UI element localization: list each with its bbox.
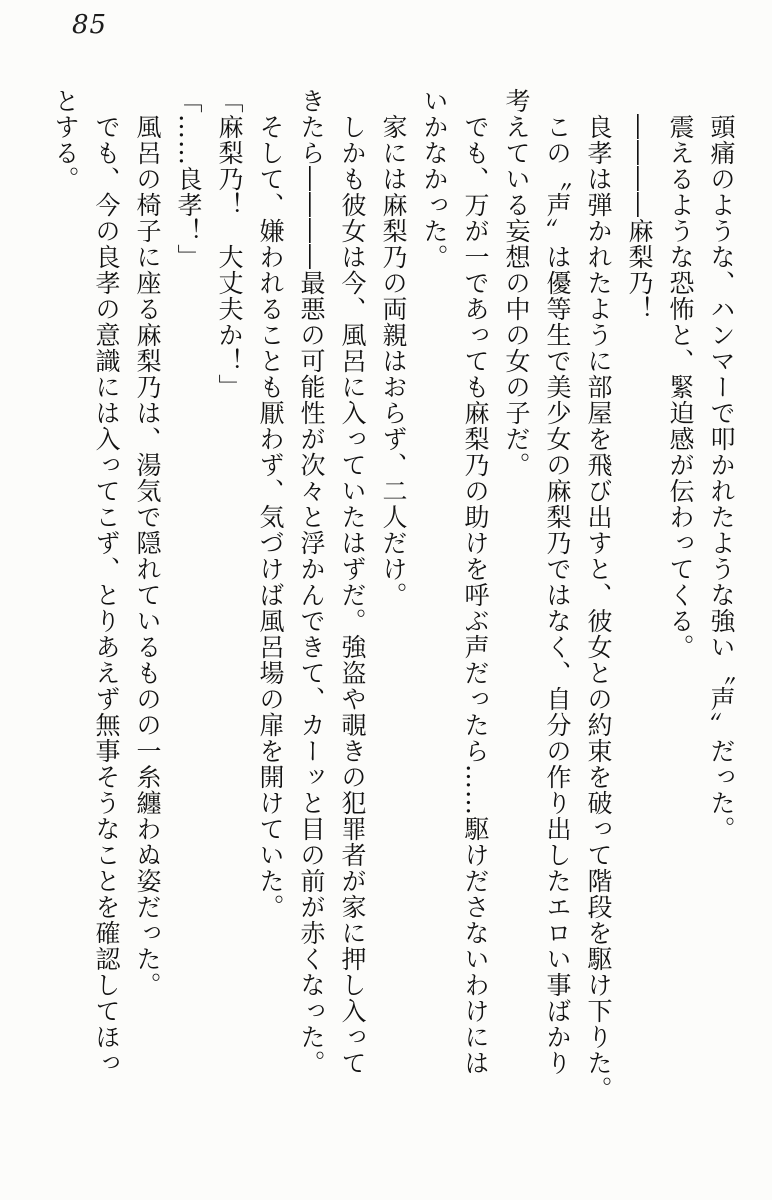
text-line: 震えるような恐怖と、緊迫感が伝わってくる。 <box>666 88 695 660</box>
text-line: いかなかった。 <box>420 88 449 270</box>
text-line: 「……良孝！」 <box>174 88 203 270</box>
text-line: しかも彼女は今、風呂に入っていたはずだ。強盗や覗きの犯罪者が家に押し入って <box>338 88 367 1076</box>
text-line: 家には麻梨乃の両親はおらず、二人だけ。 <box>379 88 408 608</box>
text-line: 頭痛のような、ハンマーで叩かれたような強い〝声〟だった。 <box>707 88 736 842</box>
text-line: とする。 <box>51 88 80 192</box>
text-line: そして、嫌われることも厭わず、気づけば風呂場の扉を開けていた。 <box>256 88 285 920</box>
page-number: 85 <box>72 10 108 40</box>
text-line: この〝声〟は優等生で美少女の麻梨乃ではなく、自分の作り出したエロい事ばかり <box>543 88 572 1076</box>
text-line: 「麻梨乃！ 大丈夫か！」 <box>215 88 244 400</box>
text-line: 良孝は弾かれたように部屋を飛び出すと、彼女との約束を破って階段を駆け下りた。 <box>584 88 613 1102</box>
text-line: 考えている妄想の中の女の子だ。 <box>502 88 531 478</box>
vertical-text-block <box>45 88 742 1104</box>
text-line: でも、今の良孝の意識には入ってこず、とりあえず無事そうなことを確認してほっ <box>92 88 121 1076</box>
text-line: きたら――――最悪の可能性が次々と浮かんできて、カーッと目の前が赤くなった。 <box>297 88 326 1076</box>
text-line: でも、万が一であっても麻梨乃の助けを呼ぶ声だったら……駆けださないわけには <box>461 88 490 1076</box>
text-line: ――――麻梨乃！ <box>625 88 654 322</box>
text-line: 風呂の椅子に座る麻梨乃は、湯気で隠れているものの一糸纏わぬ姿だった。 <box>133 88 162 998</box>
